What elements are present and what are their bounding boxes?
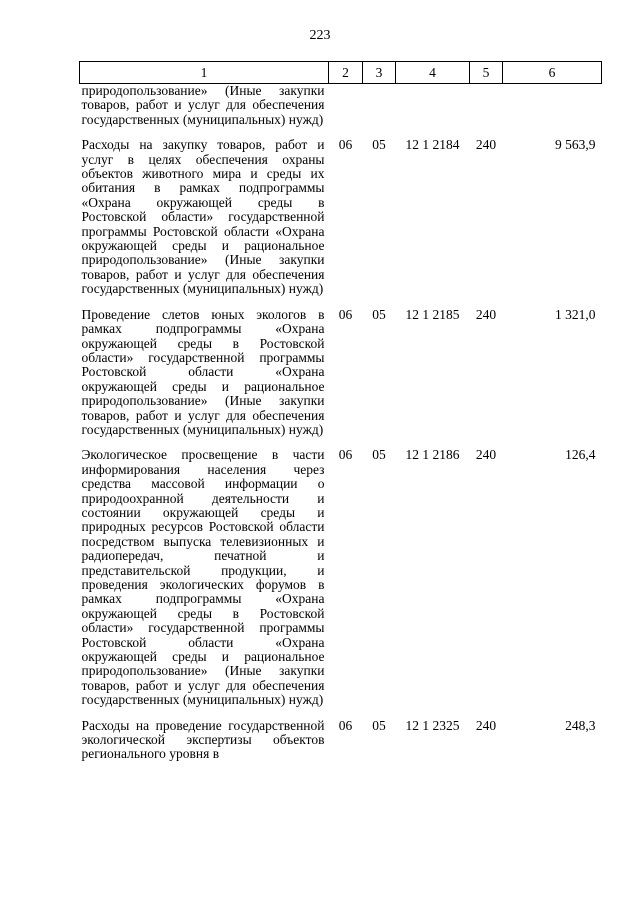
row-csr: 12 1 2186 xyxy=(405,447,460,463)
row-amount: 9 563,9 xyxy=(555,137,596,153)
row-vr: 240 xyxy=(475,137,497,153)
table-row xyxy=(80,127,602,296)
header-cell: 3 xyxy=(363,62,396,84)
row-csr: 12 1 2185 xyxy=(405,306,460,322)
row-description: природопользование» (Иные закупки товаров, работ и услуг для обеспечения государственных (муниципальных) нужд) xyxy=(81,83,325,127)
row-rz: 06 xyxy=(338,447,353,463)
header-cell: 2 xyxy=(329,62,363,84)
table-row xyxy=(80,708,602,762)
row-pr: 05 xyxy=(372,137,386,153)
row-amount: 126,4 xyxy=(565,447,596,463)
row-description: Расходы на закупку товаров, работ и услуг в целях обеспечения охраны объектов животного мира и среды их обитания в рамках подпрограммы «Охрана окружающей среды в Ростовской области» государственной программы Ростовской области «Охрана окружающей среды и рациональное природопользование» (Иные закупки товаров, работ и услуг для обеспечения государственных (муниципальных) нужд) xyxy=(81,137,325,297)
row-rz: 06 xyxy=(338,717,353,733)
row-amount xyxy=(503,84,602,128)
row-vr: 240 xyxy=(475,717,497,733)
row-pr: 05 xyxy=(372,306,386,322)
row-vr: 240 xyxy=(475,447,497,463)
header-cell: 1 xyxy=(80,62,329,84)
row-csr: 12 1 2184 xyxy=(405,137,460,153)
table-row xyxy=(80,297,602,438)
row-amount: 1 321,0 xyxy=(555,306,596,322)
table-header-row xyxy=(80,62,602,84)
row-description: Расходы на проведение государственной экологической экспертизы объектов регионального уровня в xyxy=(81,717,325,762)
row-description: Экологическое просвещение в части информирования населения через средства массовой информации о природоохранной деятельности и состоянии окружающей среды и природных ресурсов Ростовской области посредством выпуска телевизионных и радиопередач, печатной и представительской продукции, и проведения экологических форумов в рамках подпрограммы «Охрана окружающей среды в Ростовской области» государственной программы Ростовской области «Охрана окружающей среды и рациональное природопользование» (Иные закупки товаров, работ и услуг для обеспечения государственных (муниципальных) нужд) xyxy=(81,447,325,708)
row-pr: 05 xyxy=(372,447,386,463)
header-cell: 5 xyxy=(470,62,503,84)
row-vr: 240 xyxy=(475,306,497,322)
row-pr: 05 xyxy=(372,717,386,733)
budget-table xyxy=(79,61,602,762)
row-pr xyxy=(363,84,396,128)
row-amount: 248,3 xyxy=(565,717,596,733)
header-cell: 6 xyxy=(503,62,602,84)
page-number: 223 xyxy=(309,28,331,43)
row-rz xyxy=(329,84,363,128)
row-rz: 06 xyxy=(338,306,353,322)
row-csr: 12 1 2325 xyxy=(405,717,460,733)
header-cell: 4 xyxy=(396,62,470,84)
table-row xyxy=(80,84,602,128)
row-vr xyxy=(470,84,503,128)
row-description: Проведение слетов юных экологов в рамках подпрограммы «Охрана окружающей среды в Ростовской области» государственной программы Ростовской области «Охрана окружающей среды и рациональное природопользование» (Иные закупки товаров, работ и услуг для обеспечения государственных (муниципальных) нужд) xyxy=(81,306,325,437)
table-row xyxy=(80,437,602,707)
row-rz: 06 xyxy=(338,137,353,153)
row-csr xyxy=(396,84,470,128)
